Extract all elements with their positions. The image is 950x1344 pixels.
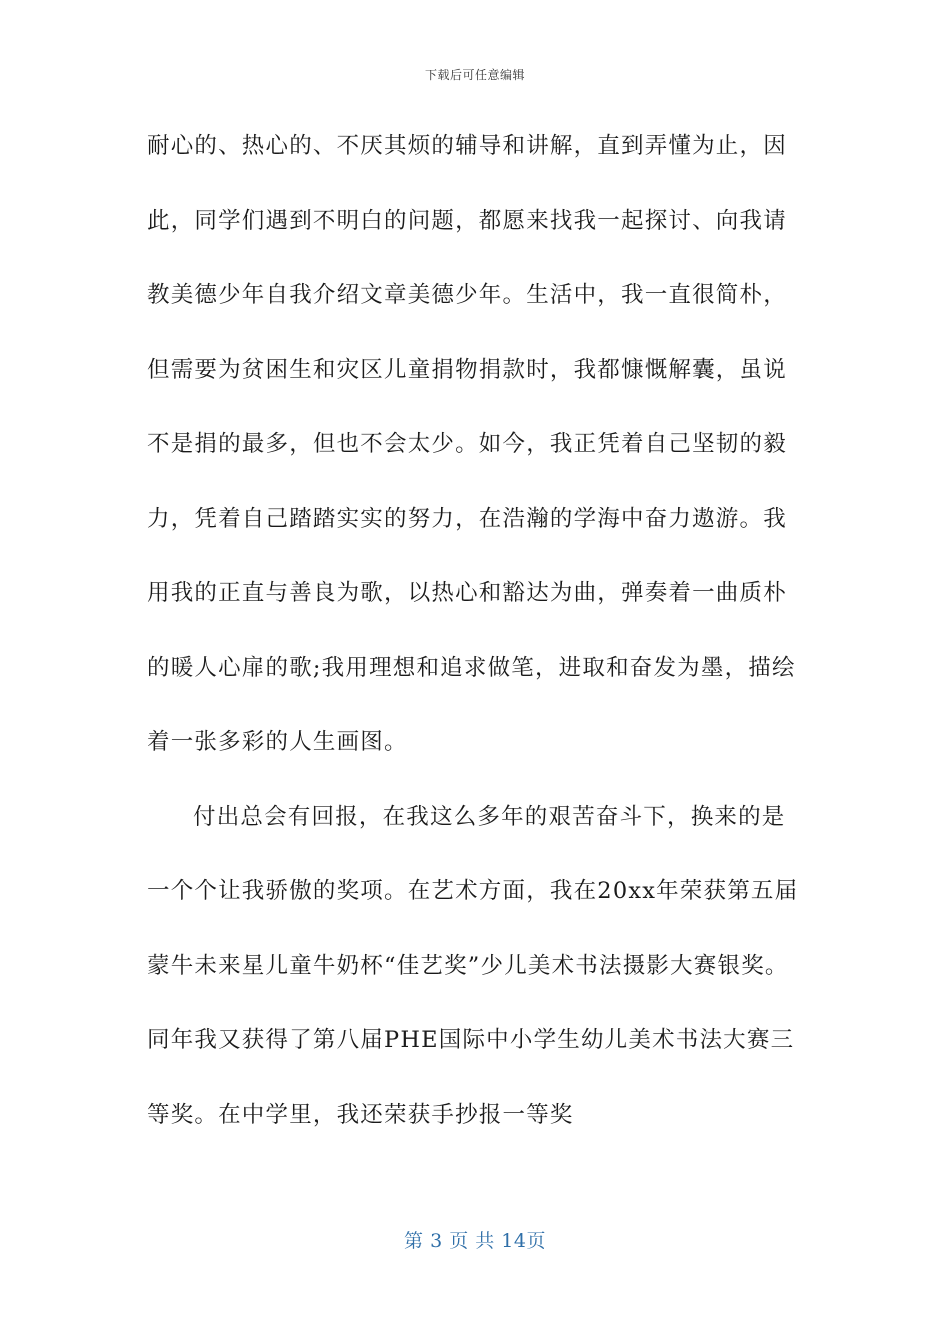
paragraph-line: 同年我又获得了第八届PHE国际中小学生幼儿美术书法大赛三 [147, 1027, 795, 1053]
paragraph-line: 蒙牛未来星儿童牛奶杯“佳艺奖”少儿美术书法摄影大赛银奖。 [147, 952, 789, 979]
paragraph-line: 耐心的、热心的、不厌其烦的辅导和讲解，直到弄懂为止，因 [147, 133, 787, 159]
footer-middle: 页 共 [449, 1230, 495, 1252]
current-page-number: 3 [430, 1230, 443, 1252]
page-number-footer [0, 1226, 950, 1253]
page-header: 下载后可任意编辑 [424, 68, 525, 82]
paragraph-line: 的暖人心扉的歌;我用理想和追求做笔，进取和奋发为墨，描绘 [147, 654, 796, 681]
paragraph-line: 不是捐的最多，但也不会太少。如今，我正凭着自己坚韧的毅 [147, 431, 787, 457]
paragraph-line: 用我的正直与善良为歌，以热心和豁达为曲，弹奏着一曲质朴 [147, 580, 787, 606]
footer-prefix: 第 [404, 1230, 424, 1252]
paragraph-first-line: 付出总会有回报，在我这么多年的艰苦奋斗下，换来的是 [193, 803, 786, 830]
paragraph-line: 等奖。在中学里，我还荣获手抄报一等奖 [147, 1101, 574, 1128]
paragraph-line: 但需要为贫困生和灾区儿童捐物捐款时，我都慷慨解囊，虽说 [147, 356, 787, 383]
paragraph-line: 一个个让我骄傲的奖项。在艺术方面，我在20xx年荣获第五届 [147, 878, 799, 904]
paragraph-line: 力，凭着自己踏踏实实的努力，在浩瀚的学海中奋力遨游。我 [147, 505, 787, 532]
document-body [147, 124, 807, 1167]
total-pages-number: 14 [501, 1230, 527, 1252]
paragraph-line: 教美德少年自我介绍文章美德少年。生活中，我一直很简朴， [147, 282, 787, 308]
paragraph-line: 此，同学们遇到不明白的问题，都愿来找我一起探讨、向我请 [147, 207, 787, 234]
paragraph-line: 着一张多彩的人生画图。 [147, 729, 408, 755]
footer-suffix: 页 [526, 1230, 546, 1252]
